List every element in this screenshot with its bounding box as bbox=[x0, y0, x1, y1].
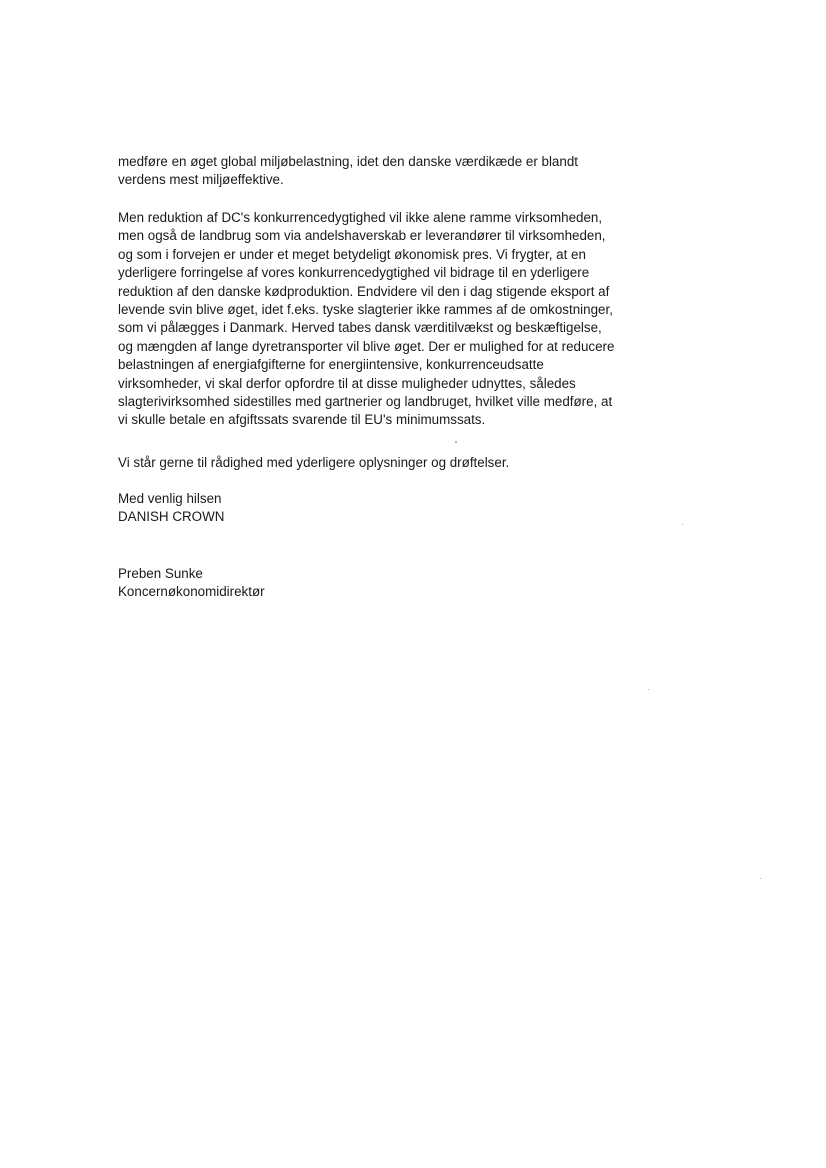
paragraph-line: medføre en øget global miljøbelastning, idet den danske værdikæde er blandt bbox=[118, 154, 578, 169]
company-name: DANISH CROWN bbox=[118, 509, 225, 525]
intro-paragraph bbox=[118, 153, 678, 190]
closing-paragraph bbox=[118, 454, 678, 472]
paragraph-line: belastningen af energiafgifterne for energiintensive, konkurrenceudsatte bbox=[118, 357, 544, 373]
main-paragraph bbox=[118, 209, 678, 430]
paragraph-line: men også de landbrug som via andelshaverskab er leverandører til virksomheden, bbox=[118, 228, 606, 244]
paragraph-line: og som i forvejen er under et meget betydeligt økonomisk pres. Vi frygter, at en bbox=[118, 246, 586, 262]
paragraph-line: yderligere forringelse af vores konkurrencedygtighed vil bidrage til en yderligere bbox=[118, 265, 590, 281]
signature-block bbox=[118, 565, 678, 602]
paragraph-line: verdens mest miljøeffektive. bbox=[118, 172, 284, 188]
signatory-name: Preben Sunke bbox=[118, 566, 203, 581]
paragraph-line: vi skulle betale en afgiftssats svarende til EU's minimumssats. bbox=[118, 412, 486, 428]
paragraph-line: virksomheder, vi skal derfor opfordre til at disse muligheder udnyttes, således bbox=[118, 375, 576, 391]
paragraph-line: slagterivirksomhed sidestilles med gartnerier og landbruget, hvilket ville medføre, at bbox=[118, 394, 613, 410]
greeting-block bbox=[118, 490, 678, 527]
scan-speck bbox=[682, 524, 683, 525]
closing-line: Vi står gerne til rådighed med yderligere oplysninger og drøftelser. bbox=[118, 455, 510, 470]
scan-speck bbox=[760, 878, 761, 879]
paragraph-line: og mængden af lange dyretransporter vil blive øget. Der er mulighed for at reducere bbox=[118, 338, 615, 354]
paragraph-line: levende svin blive øget, idet f.eks. tyske slagterier ikke rammes af de omkostninger, bbox=[118, 302, 613, 318]
paragraph-line: reduktion af den danske kødproduktion. Endvidere vil den i dag stigende eksport af bbox=[118, 283, 610, 299]
greeting-text: Med venlig hilsen bbox=[118, 491, 222, 506]
scan-speck bbox=[648, 689, 649, 690]
paragraph-line: som vi pålægges i Danmark. Herved tabes dansk værditilvækst og beskæftigelse, bbox=[118, 320, 602, 336]
signatory-title: Koncernøkonomidirektør bbox=[118, 584, 265, 600]
paragraph-line: Men reduktion af DC's konkurrencedygtighed vil ikke alene ramme virksomheden, bbox=[118, 210, 603, 225]
scan-speck bbox=[455, 441, 457, 443]
